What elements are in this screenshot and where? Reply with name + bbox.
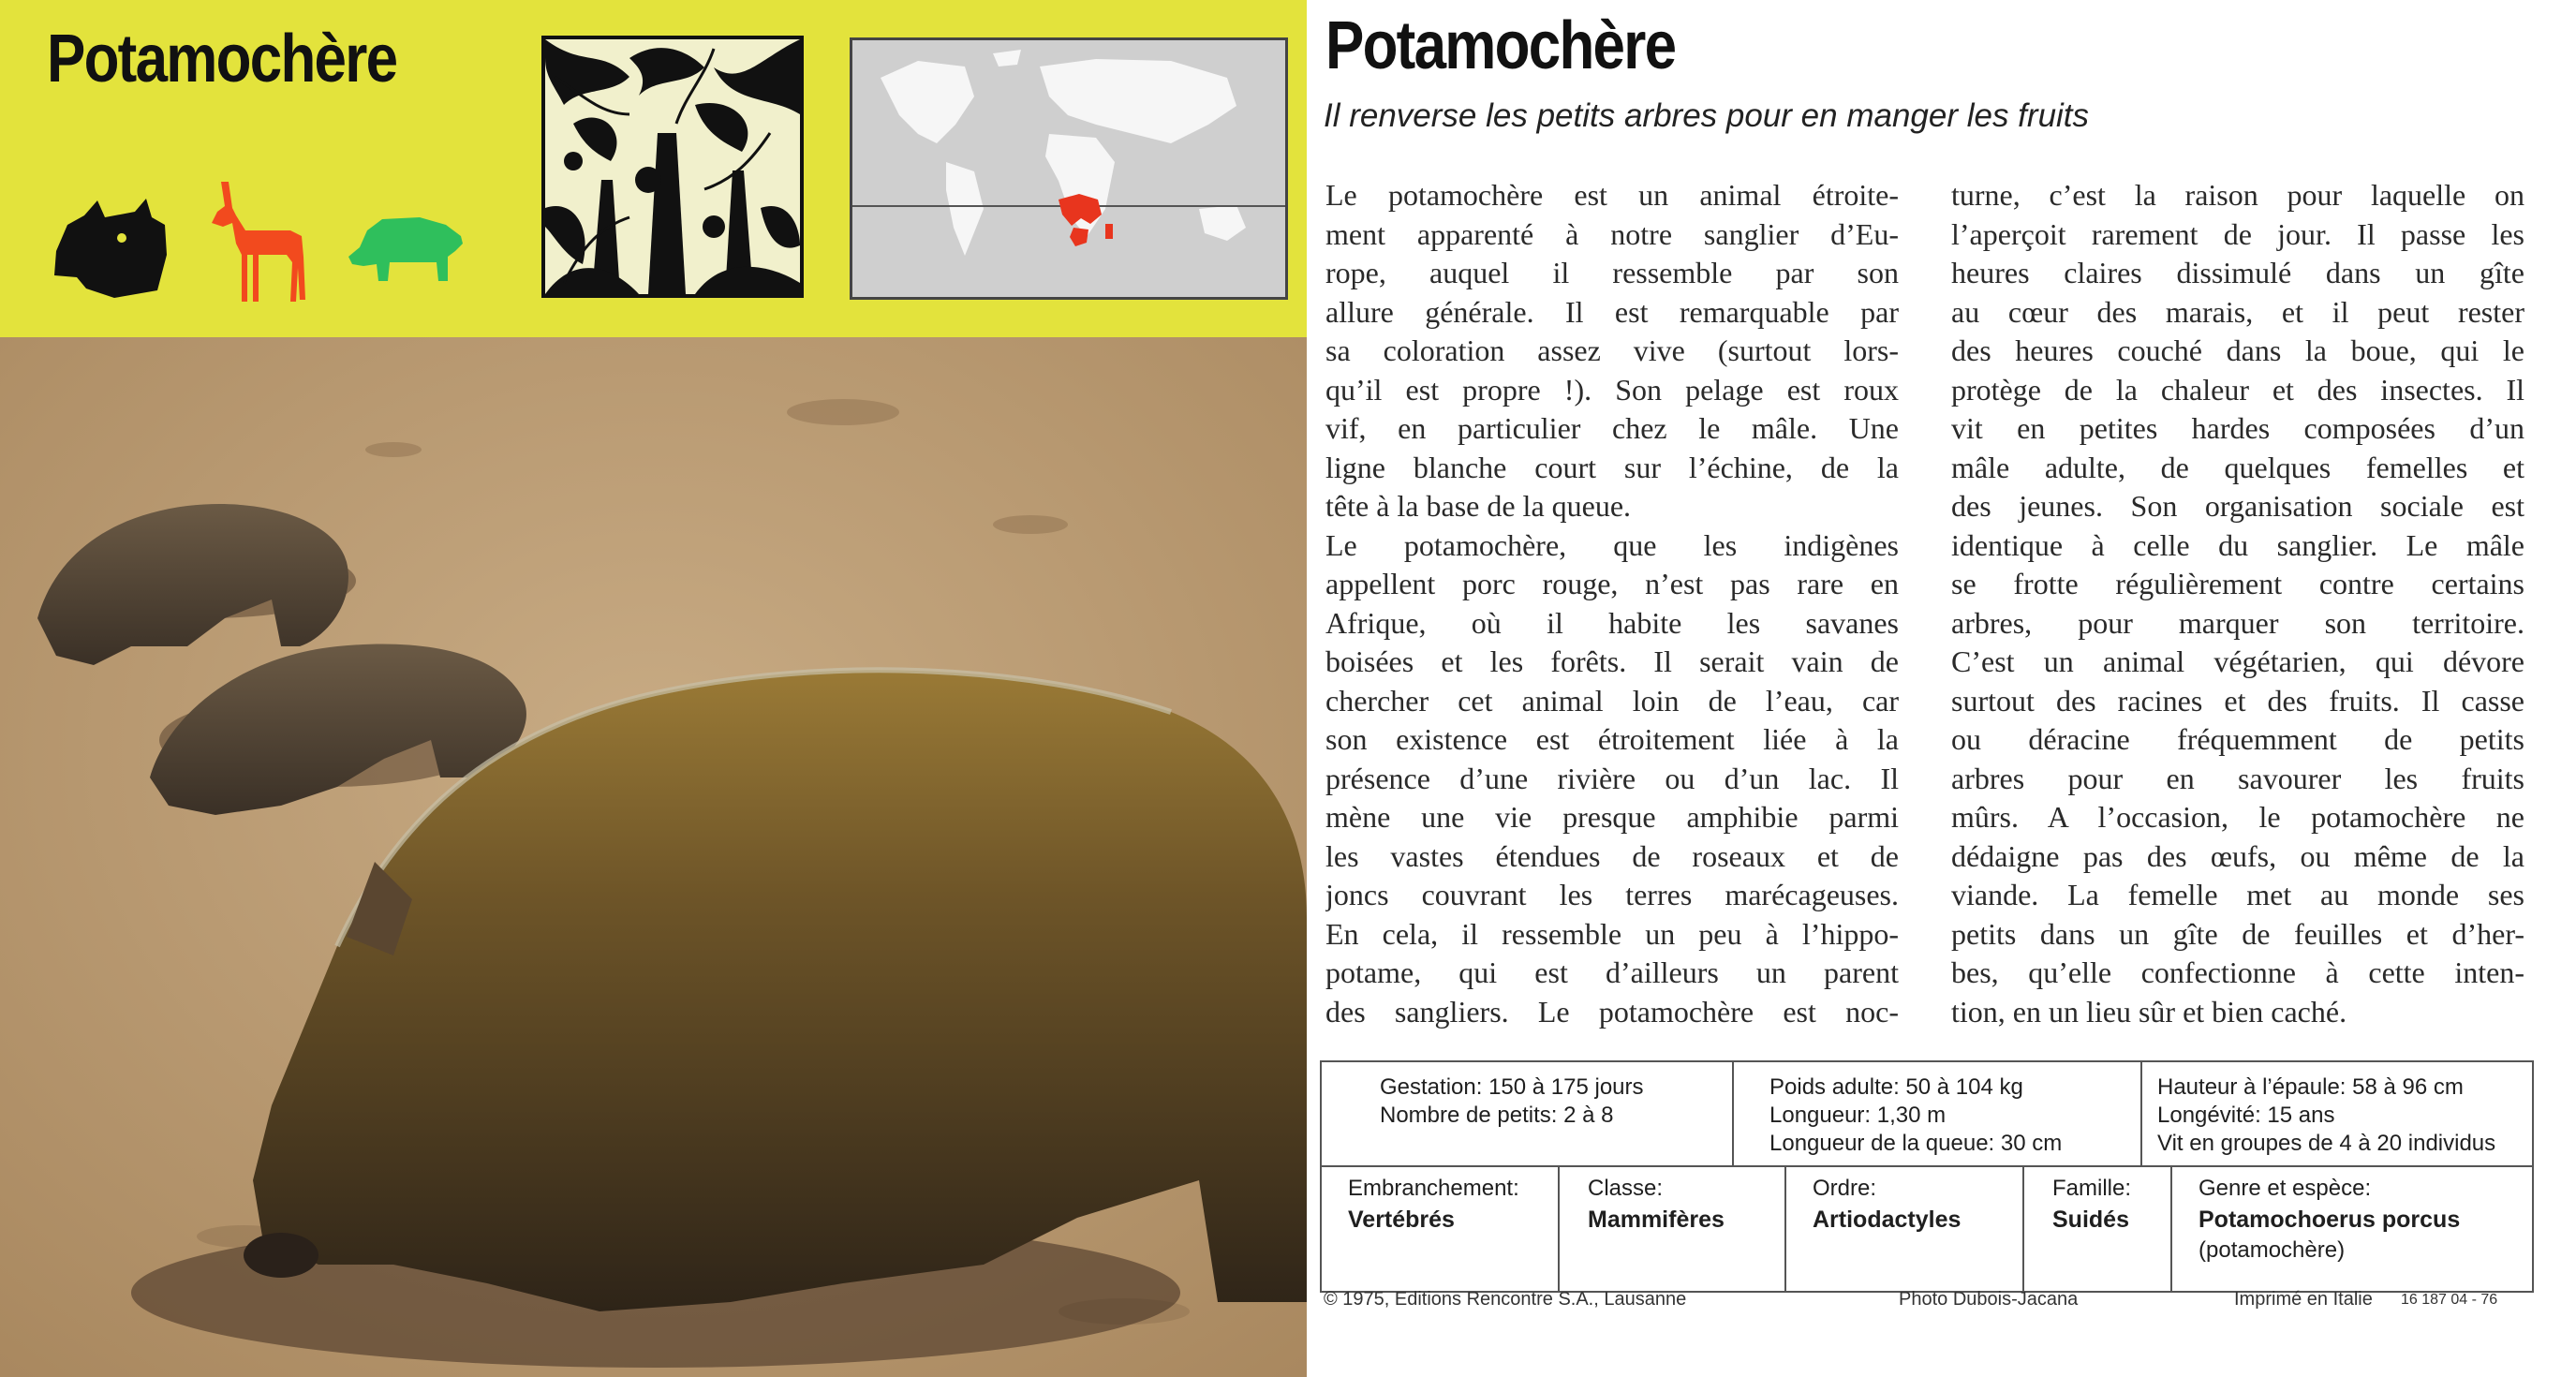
text-line: des sangliers. Le potamochère est noc- — [1325, 994, 1899, 1029]
fact-gestation: Gestation: 150 à 175 jours — [1380, 1074, 1644, 1100]
text-line: ou déracine fréquemment de petits — [1951, 722, 2524, 756]
text-line: mûrs. A l’occasion, le potamochère ne — [1951, 800, 2524, 834]
text-line: se frotte régulièrement contre certains — [1951, 567, 2524, 600]
article-column-1 — [1325, 176, 1899, 1031]
classification-class — [1558, 1165, 1784, 1293]
footer-copyright: © 1975, Editions Rencontre S.A., Lausanne — [1324, 1289, 1687, 1310]
world-distribution-map — [850, 37, 1288, 300]
fact-weight: Poids adulte: 50 à 104 kg — [1769, 1074, 2023, 1100]
footer-photo-credit: Photo Dubois-Jacana — [1899, 1289, 2079, 1310]
text-line: présence d’une rivière ou d’un lac. Il — [1325, 761, 1899, 795]
fact-length: Longueur: 1,30 m — [1769, 1103, 1947, 1128]
text-line: rope, auquel il ressemble par son — [1325, 256, 1899, 289]
classification-label: Genre et espèce: — [2198, 1176, 2372, 1201]
classification-genus-species — [2170, 1165, 2534, 1293]
text-line: boisées et les forêts. Il serait vain de — [1325, 644, 1899, 678]
classification-value: Artiodactyles — [1813, 1207, 1962, 1233]
text-line: heures claires dissimulé dans un gîte — [1951, 256, 2524, 289]
text-line: Afrique, où il habite les savanes — [1325, 605, 1899, 640]
text-line: mène une vie presque amphibie parmi — [1325, 800, 1899, 834]
facts-cell-reproduction — [1322, 1062, 1732, 1165]
text-line: mâle adulte, de quelques femelles et — [1951, 450, 2524, 484]
text-line: des heures couché dans la boue, qui le — [1951, 333, 2524, 367]
article-column-2 — [1951, 176, 2524, 1031]
fact-longevity: Longévité: 15 ans — [2157, 1103, 2335, 1128]
text-line: au cœur des marais, et il peut rester — [1951, 294, 2524, 329]
article-subtitle: Il renverse les petits arbres pour en manger les fruits — [1324, 97, 2090, 134]
facts-cell-height — [2140, 1062, 2534, 1165]
article-title: Potamochère — [1325, 8, 1676, 83]
facts-table — [1320, 1060, 2534, 1293]
text-line: tête à la base de la queue. — [1325, 489, 1632, 523]
text-line: petits dans un gîte de feuilles et d’her- — [1951, 916, 2524, 951]
text-line: surtout des racines et des fruits. Il casse — [1951, 683, 2524, 718]
classification-label: Ordre: — [1813, 1176, 1877, 1201]
text-line: allure générale. Il est remarquable par — [1325, 294, 1899, 329]
text-line: arbres, pour marquer son territoire. — [1951, 605, 2524, 640]
fact-tail-length: Longueur de la queue: 30 cm — [1769, 1131, 2063, 1156]
fact-group-size: Vit en groupes de 4 à 20 individus — [2157, 1131, 2496, 1156]
text-line: appellent porc rouge, n’est pas rare en — [1325, 567, 1899, 600]
text-line: les vastes étendues de roseaux et de — [1325, 838, 1899, 873]
text-line: qu’il est propre !). Son pelage est roux — [1325, 372, 1899, 407]
text-line: joncs couvrant les terres marécageuses. — [1325, 878, 1899, 911]
cattle-head-icon — [49, 197, 170, 302]
classification-label: Embranchement: — [1348, 1176, 1519, 1201]
facts-cell-size — [1732, 1062, 2140, 1165]
text-line: viande. La femelle met au monde ses — [1951, 878, 2524, 911]
antelope-icon — [204, 178, 309, 304]
text-line: arbres pour en savourer les fruits — [1951, 761, 2524, 795]
classification-value: Suidés — [2052, 1207, 2129, 1233]
text-line: sa coloration assez vive (surtout lors- — [1325, 333, 1899, 367]
text-line: ment apparenté à notre sanglier d’Eu- — [1325, 216, 1899, 251]
classification-label: Classe: — [1588, 1176, 1664, 1201]
classification-order — [1784, 1165, 2022, 1293]
footer-printed-in: Imprimé en Italie — [2234, 1289, 2373, 1310]
text-line: identique à celle du sanglier. Le mâle — [1951, 527, 2524, 562]
classification-value: Potamochoerus porcus — [2198, 1207, 2461, 1233]
footer-card-code: 16 187 04 - 76 — [2401, 1292, 2498, 1308]
classification-family — [2022, 1165, 2170, 1293]
text-line: ligne blanche court sur l’échine, de la — [1325, 450, 1899, 484]
text-line: vit en petites hardes composées d’un — [1951, 411, 2524, 445]
card-title: Potamochère — [47, 22, 397, 96]
classification-common-name: (potamochère) — [2198, 1237, 2346, 1263]
facts-row-biometrics — [1322, 1062, 2532, 1167]
habitat-forest-illustration — [541, 36, 804, 298]
photo-red-river-hogs — [0, 337, 1307, 1377]
text-line: des jeunes. Son organisation sociale est — [1951, 489, 2524, 523]
text-line: bes, qu’elle confectionne à cette inten- — [1951, 955, 2524, 989]
text-line: son existence est étroitement liée à la — [1325, 722, 1899, 756]
text-line: C’est un animal végétarien, qui dévore — [1951, 644, 2524, 678]
text-line: chercher cet animal loin de l’eau, car — [1325, 683, 1899, 718]
classification-value: Mammifères — [1588, 1207, 1725, 1233]
text-line: potame, qui est d’ailleurs un parent — [1325, 955, 1899, 989]
fact-shoulder-height: Hauteur à l’épaule: 58 à 96 cm — [2157, 1074, 2464, 1100]
text-line: protège de la chaleur et des insectes. Il — [1951, 372, 2524, 407]
boar-icon — [345, 210, 466, 285]
classification-label: Famille: — [2052, 1176, 2132, 1201]
facts-row-classification — [1322, 1165, 2532, 1293]
text-line: Le potamochère est un animal étroite- — [1325, 178, 1899, 212]
text-line: turne, c’est la raison pour laquelle on — [1951, 178, 2524, 212]
fact-litter-size: Nombre de petits: 2 à 8 — [1380, 1103, 1614, 1128]
text-line: Le potamochère, que les indigènes — [1325, 527, 1899, 562]
text-line: tion, en un lieu sûr et bien caché. — [1951, 994, 2347, 1029]
classification-phylum — [1322, 1165, 1558, 1293]
text-line: l’aperçoit rarement de jour. Il passe les — [1951, 216, 2524, 251]
card-header — [0, 0, 1307, 337]
classification-value: Vertébrés — [1348, 1207, 1455, 1233]
text-line: dédaigne pas des œufs, ou même de la — [1951, 838, 2524, 873]
text-line: En cela, il ressemble un peu à l’hippo- — [1325, 916, 1899, 951]
text-line: vif, en particulier chez le mâle. Une — [1325, 411, 1899, 445]
card-back — [1307, 0, 2576, 1377]
